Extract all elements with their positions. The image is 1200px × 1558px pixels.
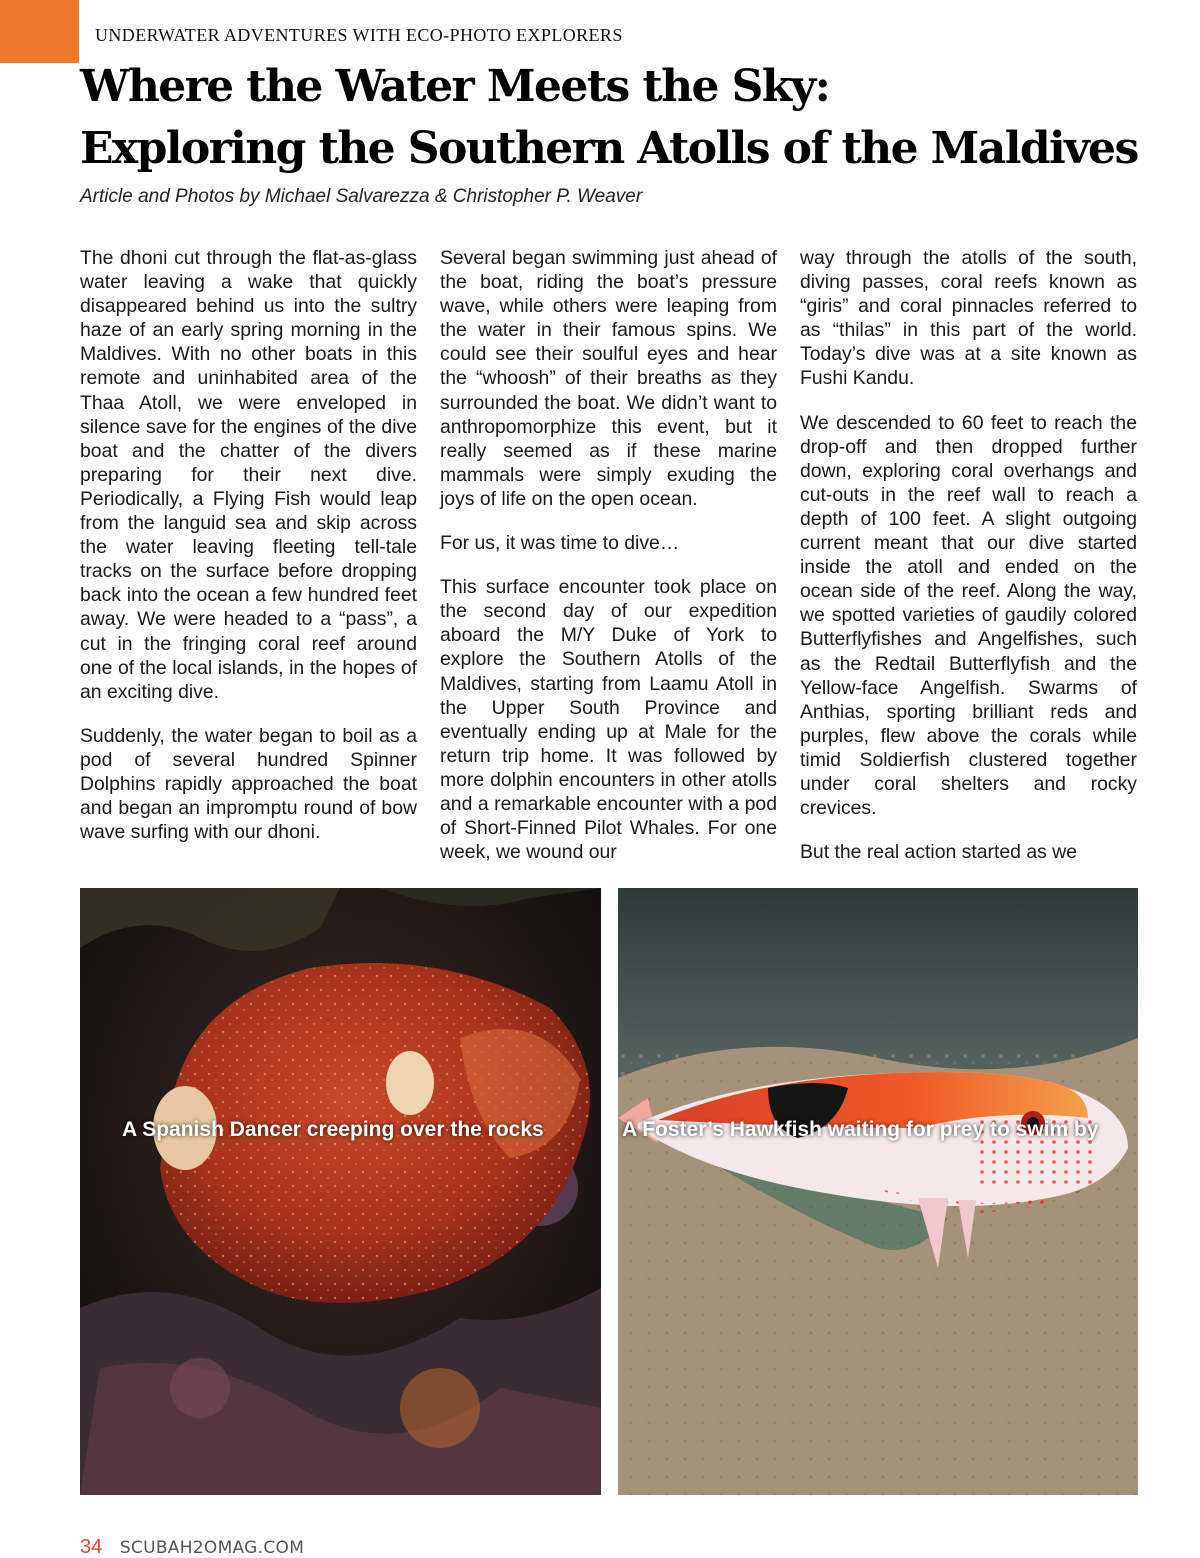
paragraph: But the real action started as we	[800, 841, 1078, 864]
text-column-2	[440, 246, 777, 864]
title-line-2: Exploring the Southern Atolls of the Maldives	[80, 123, 1138, 174]
paragraph: way through the atolls of the south, diving passes, coral reefs known as “giris” and coral pinnacles referred to as “thilas” in this part of the world. Today’s dive was at a site known as Fushi Kandu.	[800, 247, 1137, 390]
paragraph: We descended to 60 feet to reach the drop-off and then dropped further down, exploring coral overhangs and cut-outs in the reef wall to reach a depth of 100 feet. A slight outgoing current meant that our dive started inside the atoll and ended on the ocean side of the reef. Along the way, we spotted varieties of gaudily colored Butterflyfishes and Angelfishes, such as the Redtail Butterflyfish and the Yellow-face Angelfish. Swarms of Anthias, sporting brilliant reds and purples, flew above the corals while timid Soldierfish clustered together under coral shelters and rocky crevices.	[800, 411, 1137, 820]
paragraph: The dhoni cut through the flat-as-glass water leaving a wake that quickly disappeared behind us into the sultry haze of an early spring morning in the Maldives. With no other boats in this remote and uninhabited area of the Thaa Atoll, we were enveloped in silence save for the engines of the dive boat and the chatter of the divers preparing for their next dive. Periodically, a Flying Fish would leap from the languid sea and skip across the water leaving fleeting tell-tale tracks on the surface before dropping back into the ocean a few hundred feet away. We were headed to a “pass”, a cut in the fringing coral reef around one of the local islands, in the hopes of an exciting dive.	[80, 247, 417, 703]
page-number: 34	[80, 1536, 103, 1558]
paragraph: For us, it was time to dive…	[440, 532, 680, 555]
byline: Article and Photos by Michael Salvarezza & Christopher P. Weaver	[80, 186, 643, 207]
spanish-dancer-illustration	[80, 888, 601, 1495]
hawkfish-illustration	[618, 888, 1138, 1495]
paragraph: This surface encounter took place on the second day of our expedition aboard the M/Y Duke of York to explore the Southern Atolls of the Maldives, starting from Laamu Atoll in the Upper South Province and eventually ending up at Male for the return trip home. It was followed by more dolphin encounters in other atolls and a remarkable encounter with a pod of Short-Finned Pilot Whales. For one week, we wound our	[440, 576, 777, 864]
title-line-1: Where the Water Meets the Sky:	[80, 61, 830, 112]
text-column-3	[800, 246, 1137, 864]
hawkfish-photo	[618, 888, 1138, 1495]
paragraph: Suddenly, the water began to boil as a pod of several hundred Spinner Dolphins rapidly approached the boat and began an impromptu round of bow wave surfing with our dhoni.	[80, 724, 417, 844]
section-kicker: UNDERWATER ADVENTURES WITH ECO-PHOTO EXPLORERS	[95, 25, 623, 45]
right-photo-caption: A Foster’s Hawkfish waiting for prey to swim by	[622, 1118, 1099, 1141]
left-photo-caption: A Spanish Dancer creeping over the rocks	[122, 1118, 544, 1141]
paragraph: Several began swimming just ahead of the boat, riding the boat’s pressure wave, while others were leaping from the water in their famous spins. We could see their soulful eyes and hear the “whoosh” of their breaths as they surrounded the boat. We didn’t want to anthropomorphize this event, but it really seemed as if these marine mammals were simply exuding the joys of life on the open ocean.	[440, 247, 777, 510]
spanish-dancer-photo	[80, 888, 601, 1495]
site-url: SCUBAH2OMAG.COM	[119, 1538, 305, 1558]
article-title	[80, 56, 1160, 180]
text-column-1	[80, 246, 417, 844]
header-accent-block	[0, 0, 79, 63]
page-footer	[80, 1536, 304, 1558]
